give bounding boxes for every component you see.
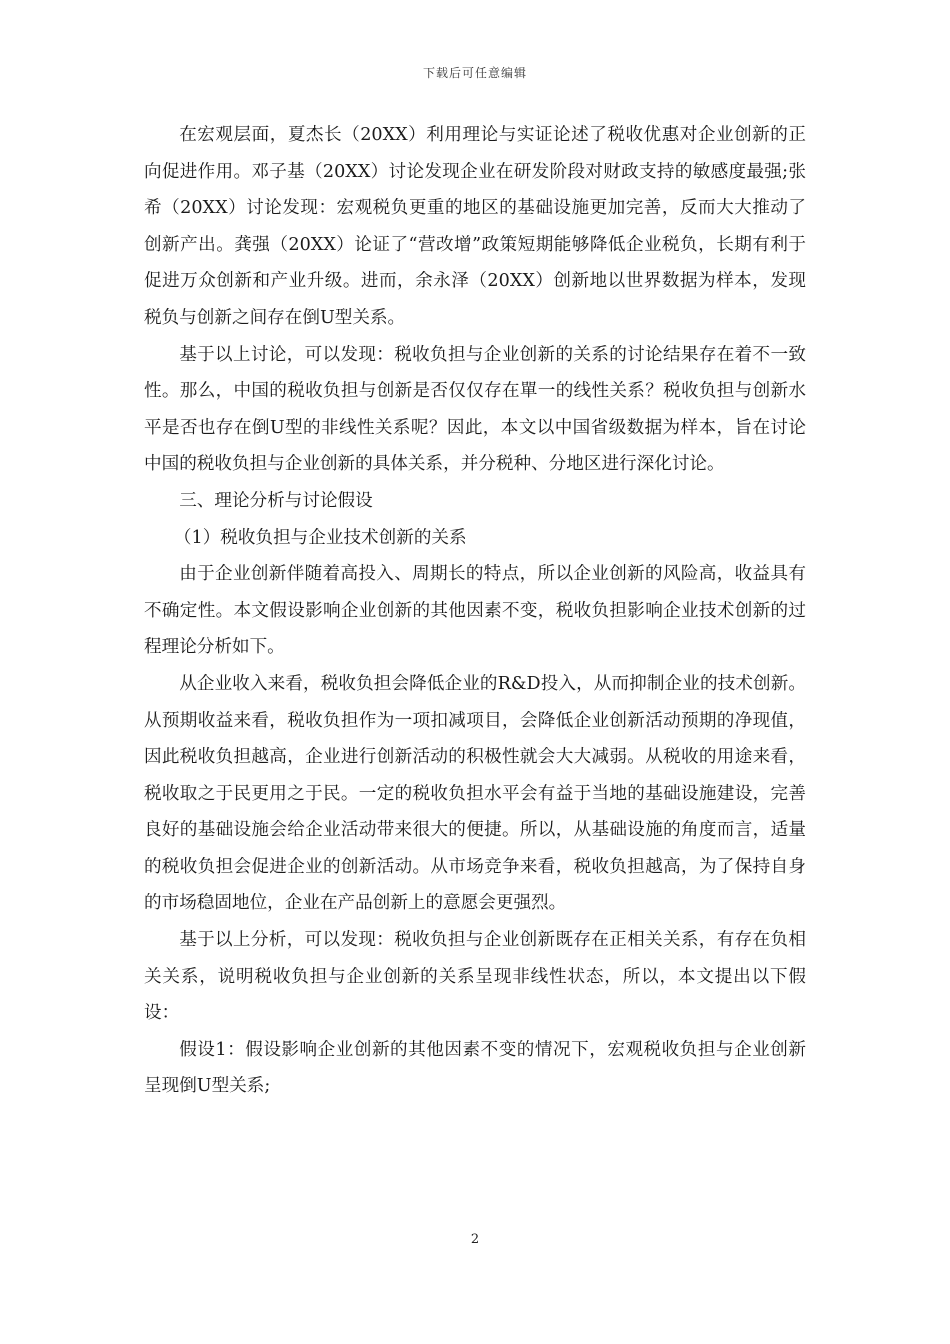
paragraph-innovation-risk: 由于企业创新伴随着高投入、周期长的特点，所以企业创新的风险高，收益具有不确定性。本文假设影响企业创新的其他因素不变，税收负担影响企业技术创新的过程理论分析如下。 bbox=[144, 564, 806, 658]
paragraph-analysis: 从企业收入来看，税收负担会降低企业的R&D投入，从而抑制企业的技术创新。从预期收益来看，税收负担作为一项扣减项目，会降低企业创新活动预期的净现值，因此税收负担越高，企业进行创新活动的积极性就会大大减弱。从税收的用途来看，税收取之于民更用之于民。一定的税收负担水平会有益于当地的基础设施建设，完善良好的基础设施会给企业活动带来很大的便捷。所以，从基础设施的角度而言，适量的税收负担会促进企业的创新活动。从市场竞争来看，税收负担越高，为了保持自身的市场稳固地位，企业在产品创新上的意愿会更强烈。 bbox=[144, 673, 806, 914]
page-number: 2 bbox=[470, 1232, 480, 1247]
subsection-heading: （1）税收负担与企业技术创新的关系 bbox=[173, 527, 467, 548]
paragraph-hypothesis-1: 假设1：假设影响企业创新的其他因素不变的情况下，宏观税收负担与企业创新呈现倒U型关系; bbox=[144, 1039, 806, 1097]
document-body bbox=[144, 117, 806, 1105]
page-header: 下载后可任意编辑 bbox=[422, 66, 527, 80]
section-heading: 三、理论分析与讨论假设 bbox=[179, 490, 373, 511]
paragraph-macro-level: 在宏观层面，夏杰长（20XX）利用理论与实证论述了税收优惠对企业创新的正向促进作用。邓子基（20XX）讨论发现企业在研发阶段对财政支持的敏感度最强;张希（20XX）讨论发现：宏观税负更重的地区的基础设施更加完善，反而大大推动了创新产出。龚强（20XX）论证了“营改增”政策短期能够降低企业税负，长期有利于促进万众创新和产业升级。进而，余永泽（20XX）创新地以世界数据为样本，发现税负与创新之间存在倒U型关系。 bbox=[144, 125, 806, 328]
paragraph-discussion-summary: 基于以上讨论，可以发现：税收负担与企业创新的关系的讨论结果存在着不一致性。那么，中国的税收负担与创新是否仅仅存在單一的线性关系？税收负担与创新水平是否也存在倒U型的非线性关系呢？因此，本文以中国省级数据为样本，旨在讨论中国的税收负担与企业创新的具体关系，并分税种、分地区进行深化讨论。 bbox=[144, 344, 806, 475]
paragraph-conclusion: 基于以上分析，可以发现：税收负担与企业创新既存在正相关关系，有存在负相关关系，说明税收负担与企业创新的关系呈现非线性状态，所以，本文提出以下假设： bbox=[144, 930, 806, 1024]
